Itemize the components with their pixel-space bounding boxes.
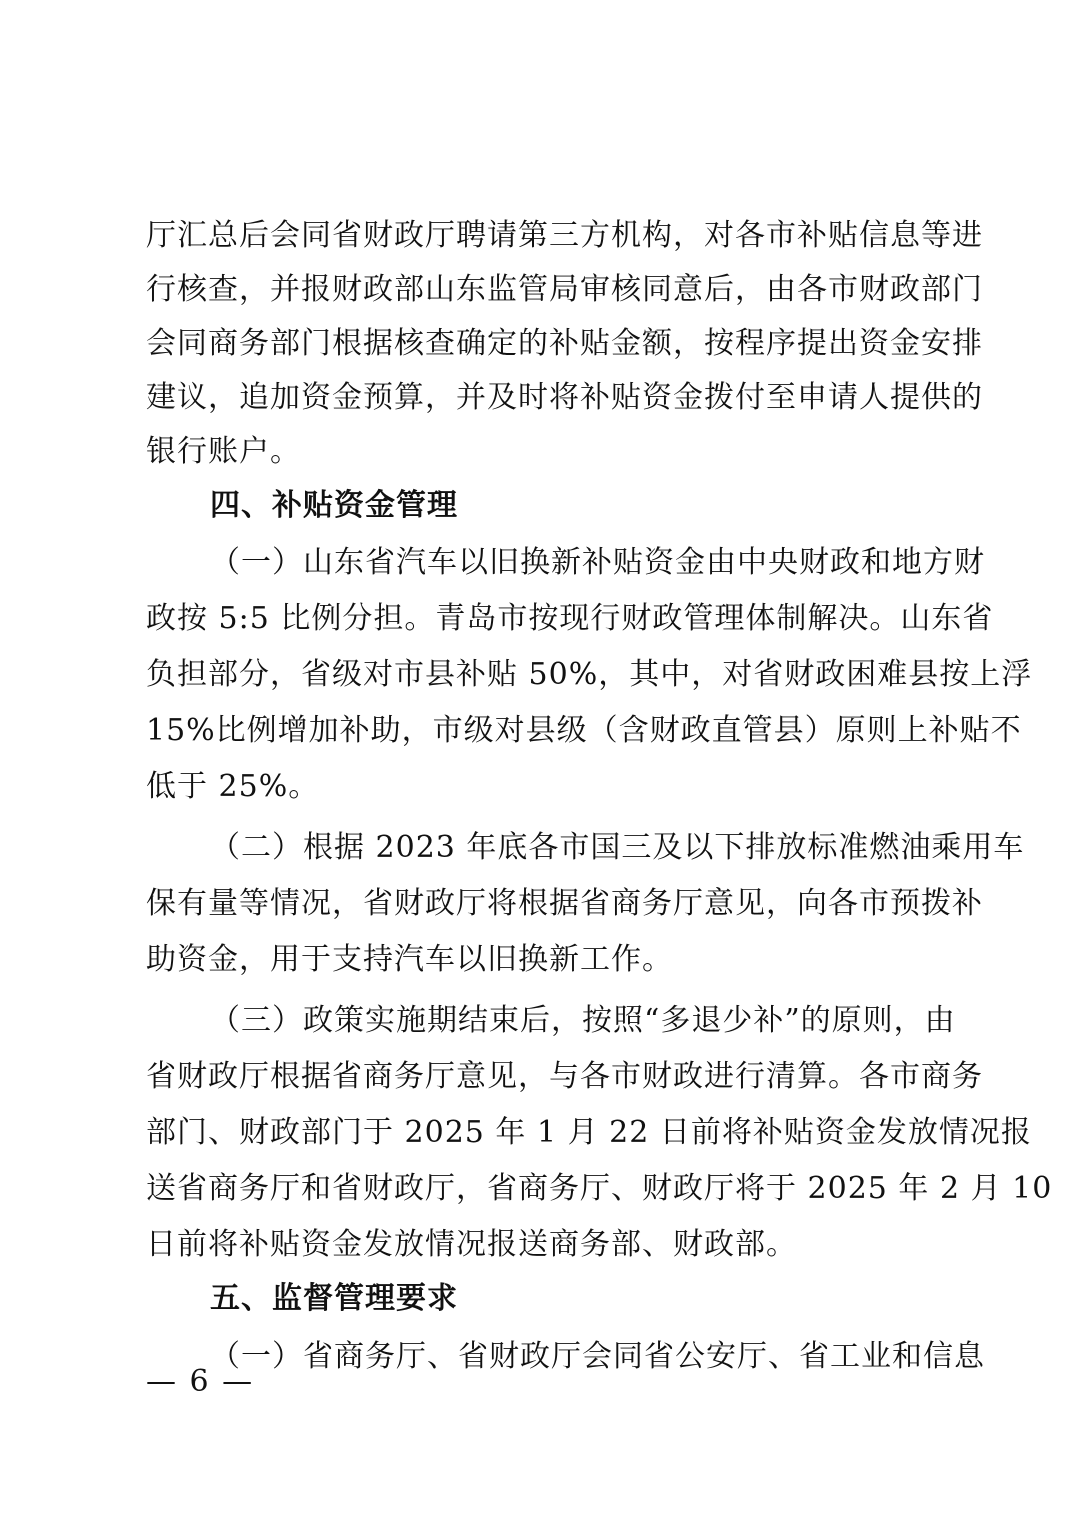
body-line: （一）山东省汽车以旧换新补贴资金由中央财政和地方财 [210, 545, 985, 580]
body-line: （三）政策实施期结束后，按照“多退少补”的原则，由 [210, 1003, 956, 1038]
body-line: 部门、财政部门于 2025 年 1 月 22 日前将补贴资金发放情况报 [146, 1115, 1032, 1150]
body-line: （一）省商务厅、省财政厅会同省公安厅、省工业和信息 [210, 1339, 985, 1374]
body-line: 低于 25%。 [146, 769, 320, 804]
body-line: 保有量等情况，省财政厅将根据省商务厅意见，向各市预拨补 [146, 886, 983, 921]
body-line: 政按 5:5 比例分担。青岛市按现行财政管理体制解决。山东省 [146, 601, 994, 636]
body-line: 建议，追加资金预算，并及时将补贴资金拨付至申请人提供的 [146, 380, 983, 415]
body-line: 银行账户。 [146, 434, 301, 469]
body-line: （二）根据 2023 年底各市国三及以下排放标准燃油乘用车 [210, 830, 1025, 865]
page-number: — 6 — [146, 1364, 255, 1399]
body-line: 日前将补贴资金发放情况报送商务部、财政部。 [146, 1227, 797, 1262]
body-line: 送省商务厅和省财政厅，省商务厅、财政厅将于 2025 年 2 月 10 [146, 1171, 1053, 1206]
body-line: 负担部分，省级对市县补贴 50%，其中，对省财政困难县按上浮 [146, 657, 1033, 692]
body-line: 助资金，用于支持汽车以旧换新工作。 [146, 942, 673, 977]
section-heading-5: 五、监督管理要求 [210, 1281, 458, 1316]
body-line: 省财政厅根据省商务厅意见，与各市财政进行清算。各市商务 [146, 1059, 983, 1094]
body-line: 会同商务部门根据核查确定的补贴金额，按程序提出资金安排 [146, 326, 983, 361]
body-line: 厅汇总后会同省财政厅聘请第三方机构，对各市补贴信息等进 [146, 218, 983, 253]
body-line: 行核查，并报财政部山东监管局审核同意后，由各市财政部门 [146, 272, 983, 307]
section-heading-4: 四、补贴资金管理 [210, 488, 458, 523]
body-line: 15%比例增加补助，市级对县级（含财政直管县）原则上补贴不 [146, 713, 1022, 748]
